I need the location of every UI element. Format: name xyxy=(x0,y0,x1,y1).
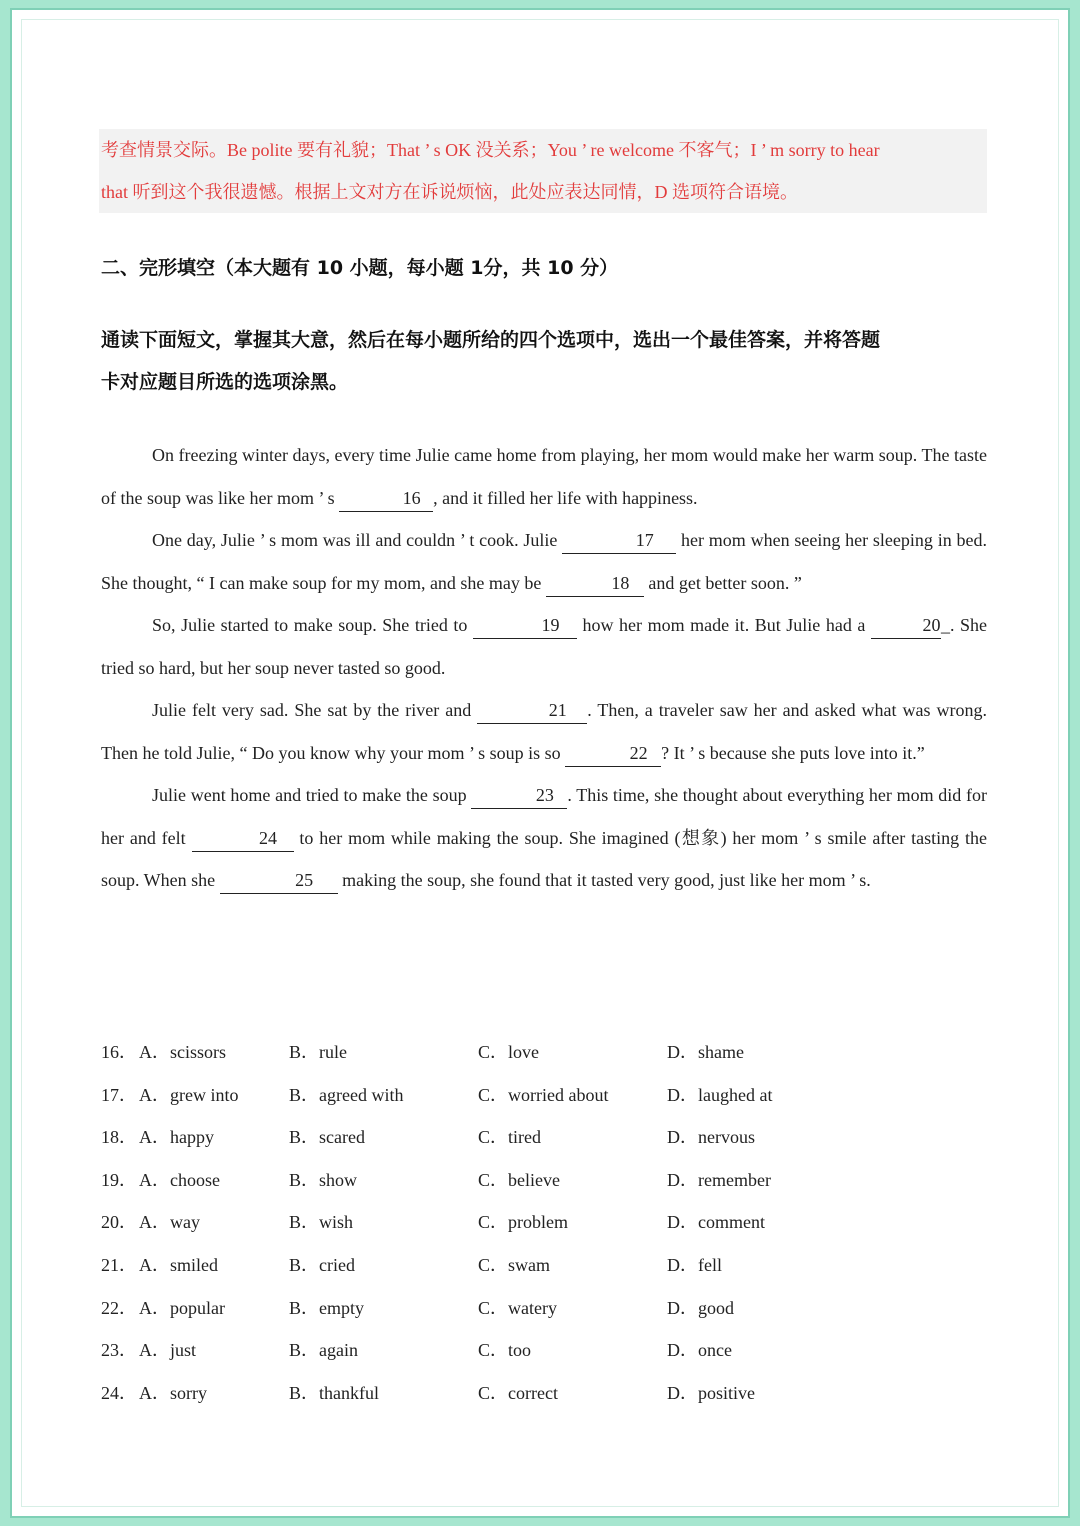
cloze-passage xyxy=(101,434,987,902)
option-c: C．too xyxy=(478,1340,532,1361)
option-a: A．scissors xyxy=(139,1042,227,1062)
blank-18: 18 xyxy=(546,570,644,597)
option-a: A．happy xyxy=(139,1127,214,1148)
option-b: B．agreed with xyxy=(289,1084,404,1105)
question-number: 16． xyxy=(101,1042,137,1062)
question-number: 22． xyxy=(101,1297,137,1318)
paragraph-text: her mom when seeing her sleeping in bed. She thought, “ I can make soup for my mom, and she may be xyxy=(101,530,987,593)
blank-17: 17 xyxy=(562,527,676,554)
option-b: B．scared xyxy=(289,1127,365,1148)
paragraph-text: how her mom made it. But Julie had a xyxy=(576,615,871,635)
blank-22: 22 xyxy=(565,740,661,767)
option-d: D．shame xyxy=(667,1042,744,1062)
option-a: A．popular xyxy=(139,1297,225,1318)
option-c: C．tired xyxy=(478,1127,541,1148)
option-c: C．swam xyxy=(478,1254,550,1275)
option-d: D．laughed at xyxy=(667,1084,773,1105)
paragraph-text: On freezing winter days, every time Julie came home from playing, her mom would make her warm soup. The taste of the soup was like her mom ’ s xyxy=(101,445,987,508)
paragraph-text: . This time, she thought about everything her mom did for her and felt xyxy=(101,785,987,848)
section-title: 二、完形填空（本大题有 10 小题，每小题 1分，共 10 分） xyxy=(101,257,619,279)
option-c: C．worried about xyxy=(478,1084,609,1105)
option-c: C．watery xyxy=(478,1297,557,1318)
paragraph-text: to her mom while making the soup. She imagined (想象) her mom ’ s smile after tasting the soup. When she xyxy=(101,827,987,890)
option-c: C．correct xyxy=(478,1382,558,1403)
option-d: D．nervous xyxy=(667,1127,755,1148)
option-a: A．grew into xyxy=(139,1084,239,1105)
paragraph-4 xyxy=(101,689,987,774)
blank-16: 16 xyxy=(339,485,433,512)
paragraph-text: ? It ’ s because she puts love into it.” xyxy=(661,742,925,763)
paragraph-text: Julie felt very sad. She sat by the river and xyxy=(152,700,478,720)
instructions xyxy=(101,319,991,403)
answer-explanation-box xyxy=(99,129,987,213)
option-b: B．thankful xyxy=(289,1382,379,1403)
paragraph-2 xyxy=(101,519,987,604)
paragraph-text: _. She tried so hard, but her soup never tasted so good. xyxy=(101,615,988,678)
question-number: 17． xyxy=(101,1084,137,1105)
option-b: B．show xyxy=(289,1169,358,1190)
option-d: D．good xyxy=(667,1297,734,1318)
option-a: A．way xyxy=(139,1212,200,1233)
paragraph-5 xyxy=(101,774,987,902)
option-b: B．cried xyxy=(289,1254,355,1275)
blank-21: 21 xyxy=(477,697,587,724)
option-a: A．smiled xyxy=(139,1254,218,1275)
paragraph-text: . Then, a traveler saw her and asked what was wrong. Then he told Julie, “ Do you know why your mom ’ s soup is so xyxy=(101,700,987,763)
option-d: D．remember xyxy=(667,1169,771,1190)
blank-19: 19 xyxy=(473,612,577,639)
blank-20: 20 xyxy=(871,612,941,639)
instructions-line-2: 卡对应题目所选的选项涂黑。 xyxy=(101,371,349,393)
question-number: 24． xyxy=(101,1382,137,1403)
exam-page xyxy=(12,10,1068,1516)
paragraph-3 xyxy=(101,604,987,689)
question-number: 20． xyxy=(101,1212,137,1233)
question-number: 23． xyxy=(101,1340,137,1361)
option-d: D．comment xyxy=(667,1212,765,1233)
option-b: B．rule xyxy=(289,1042,347,1062)
answer-options xyxy=(101,1038,1001,1421)
question-row xyxy=(101,1251,1001,1294)
instructions-line-1: 通读下面短文，掌握其大意，然后在每小题所给的四个选项中，选出一个最佳答案，并将答题 xyxy=(101,329,881,351)
blank-24: 24 xyxy=(192,825,294,852)
question-row xyxy=(101,1379,1001,1422)
question-number: 18． xyxy=(101,1127,137,1148)
option-d: D．positive xyxy=(667,1382,755,1403)
option-c: C．believe xyxy=(478,1169,560,1190)
option-a: A．sorry xyxy=(139,1382,207,1403)
question-row xyxy=(101,1038,1001,1081)
option-b: B．again xyxy=(289,1340,358,1361)
blank-25: 25 xyxy=(220,867,338,894)
option-a: A．choose xyxy=(139,1169,220,1190)
option-b: B．wish xyxy=(289,1212,354,1233)
option-d: D．once xyxy=(667,1340,732,1361)
explanation-line-1: 考查情景交际。Be polite 要有礼貌；That ’ s OK 没关系；You ’ re welcome 不客气；I ’ m sorry to hear xyxy=(101,140,880,160)
option-a: A．just xyxy=(139,1340,197,1361)
question-number: 21． xyxy=(101,1254,137,1275)
paragraph-text: and get better soon. ” xyxy=(643,572,802,593)
question-number: 19． xyxy=(101,1169,137,1190)
question-row xyxy=(101,1208,1001,1251)
blank-23: 23 xyxy=(471,782,567,809)
option-b: B．empty xyxy=(289,1297,364,1318)
option-c: C．love xyxy=(478,1042,539,1062)
explanation-line-2: that 听到这个我很遗憾。根据上文对方在诉说烦恼，此处应表达同情，D 选项符合语境。 xyxy=(101,182,798,202)
question-row xyxy=(101,1081,1001,1124)
option-c: C．problem xyxy=(478,1212,568,1233)
question-row xyxy=(101,1336,1001,1379)
question-row xyxy=(101,1166,1001,1209)
question-row xyxy=(101,1123,1001,1166)
paragraph-text: One day, Julie ’ s mom was ill and couldn ’ t cook. Julie xyxy=(152,530,563,550)
question-row xyxy=(101,1294,1001,1337)
option-d: D．fell xyxy=(667,1254,722,1275)
paragraph-1 xyxy=(101,434,987,519)
paragraph-text: Julie went home and tried to make the soup xyxy=(152,785,472,805)
paragraph-text: , and it filled her life with happiness. xyxy=(433,487,698,508)
paragraph-text: So, Julie started to make soup. She tried to xyxy=(152,615,473,635)
paragraph-text: making the soup, she found that it tasted very good, just like her mom ’ s. xyxy=(337,870,871,890)
